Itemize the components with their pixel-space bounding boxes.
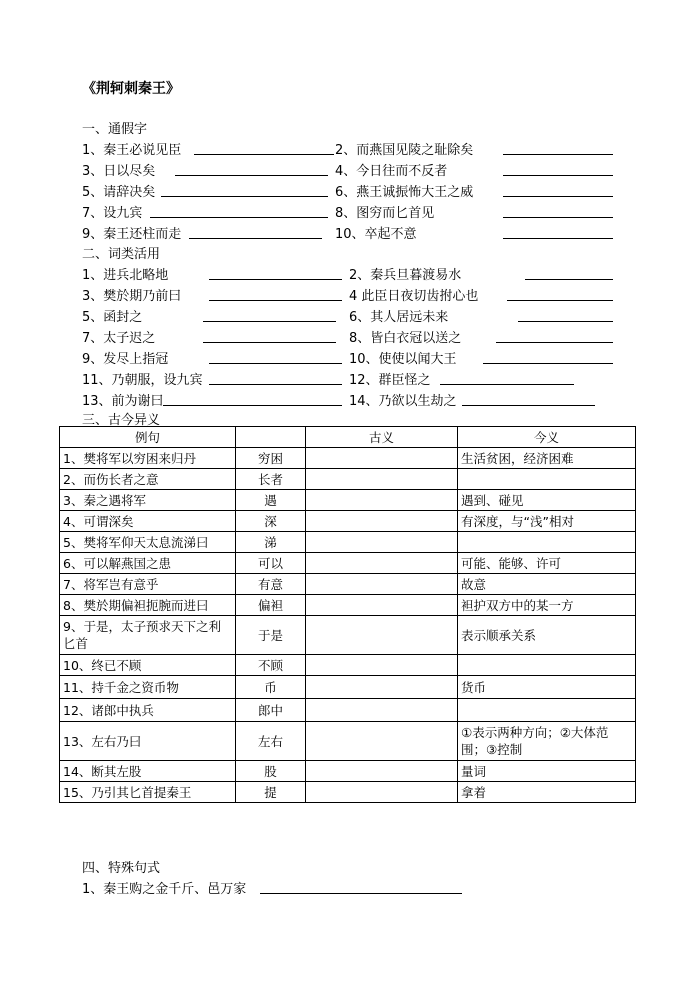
answer-blank[interactable] xyxy=(209,300,342,301)
row-word: 深 xyxy=(236,511,306,532)
row-modern-meaning: 拿着 xyxy=(458,782,636,803)
row-modern-meaning: 生活贫困，经济困难 xyxy=(458,448,636,469)
tongjia-item: 10、卒起不意 xyxy=(335,227,417,242)
row-modern-meaning: 表示顺承关系 xyxy=(458,616,636,655)
tongjia-item: 7、设九宾 xyxy=(82,206,143,221)
table-row xyxy=(60,699,636,722)
row-sentence: 1、樊将军以穷困来归丹 xyxy=(60,448,236,469)
row-modern-meaning[interactable] xyxy=(458,655,636,676)
header-example: 例句 xyxy=(60,427,236,448)
row-modern-meaning: 遇到、碰见 xyxy=(458,490,636,511)
answer-blank[interactable] xyxy=(209,279,342,280)
row-word: 左右 xyxy=(236,722,306,761)
answer-blank[interactable] xyxy=(161,196,328,197)
row-modern-meaning: 量词 xyxy=(458,761,636,782)
row-ancient-cell[interactable] xyxy=(306,722,458,761)
answer-blank[interactable] xyxy=(483,363,613,364)
answer-blank[interactable] xyxy=(503,217,613,218)
row-ancient-cell[interactable] xyxy=(306,761,458,782)
tongjia-row xyxy=(0,223,696,241)
cilei-item: 1、进兵北略地 xyxy=(82,268,169,283)
table-row xyxy=(60,448,636,469)
answer-blank[interactable] xyxy=(503,196,613,197)
row-sentence: 8、樊於期偏袒扼腕而进曰 xyxy=(60,595,236,616)
answer-blank[interactable] xyxy=(503,175,613,176)
answer-blank[interactable] xyxy=(440,384,574,385)
row-sentence: 13、左右乃曰 xyxy=(60,722,236,761)
row-ancient-cell[interactable] xyxy=(306,676,458,699)
cilei-row xyxy=(0,348,696,366)
answer-blank[interactable] xyxy=(163,405,342,406)
row-word: 涕 xyxy=(236,532,306,553)
table-row xyxy=(60,782,636,803)
section-heading-gujin: 三、古今异义 xyxy=(82,413,161,428)
row-modern-meaning[interactable] xyxy=(458,469,636,490)
cilei-item: 13、前为谢曰 xyxy=(82,394,164,409)
row-ancient-cell[interactable] xyxy=(306,448,458,469)
answer-blank[interactable] xyxy=(203,321,336,322)
tongjia-row xyxy=(0,160,696,178)
answer-blank[interactable] xyxy=(496,342,613,343)
row-ancient-cell[interactable] xyxy=(306,553,458,574)
row-word: 偏袒 xyxy=(236,595,306,616)
tongjia-item: 8、图穷而匕首见 xyxy=(335,206,435,221)
answer-blank[interactable] xyxy=(209,363,342,364)
answer-blank[interactable] xyxy=(503,154,613,155)
answer-blank[interactable] xyxy=(150,217,328,218)
table-row xyxy=(60,553,636,574)
row-word: 郎中 xyxy=(236,699,306,722)
row-sentence: 9、于是，太子预求天下之利匕首 xyxy=(60,616,236,655)
cilei-item: 6、其人居远未来 xyxy=(349,310,449,325)
row-modern-meaning: 有深度，与“浅”相对 xyxy=(458,511,636,532)
tongjia-item: 5、请辞决矣 xyxy=(82,185,156,200)
cilei-item: 9、发尽上指冠 xyxy=(82,352,169,367)
tongjia-row xyxy=(0,181,696,199)
cilei-item: 14、乃欲以生劫之 xyxy=(349,394,457,409)
row-ancient-cell[interactable] xyxy=(306,511,458,532)
tongjia-item: 6、燕王诚振怖大王之威 xyxy=(335,185,474,200)
cilei-row xyxy=(0,390,696,408)
header-modern-meaning: 今义 xyxy=(458,427,636,448)
row-modern-meaning: ①表示两种方向；②大体范围；③控制 xyxy=(458,722,636,761)
row-sentence: 7、将军岂有意乎 xyxy=(60,574,236,595)
answer-blank[interactable] xyxy=(507,300,613,301)
row-ancient-cell[interactable] xyxy=(306,655,458,676)
row-word: 可以 xyxy=(236,553,306,574)
answer-blank[interactable] xyxy=(518,321,613,322)
cilei-item: 12、群臣怪之 xyxy=(349,373,431,388)
table-row xyxy=(60,595,636,616)
cilei-item: 11、乃朝服，设九宾 xyxy=(82,373,203,388)
row-sentence: 14、断其左股 xyxy=(60,761,236,782)
table-row xyxy=(60,616,636,655)
row-sentence: 6、可以解燕国之患 xyxy=(60,553,236,574)
row-ancient-cell[interactable] xyxy=(306,490,458,511)
row-sentence: 5、樊将军仰天太息流涕曰 xyxy=(60,532,236,553)
row-modern-meaning[interactable] xyxy=(458,699,636,722)
header-ancient-meaning: 古义 xyxy=(306,427,458,448)
table-row xyxy=(60,761,636,782)
row-word: 币 xyxy=(236,676,306,699)
cilei-row xyxy=(0,264,696,282)
table-row xyxy=(60,490,636,511)
answer-blank[interactable] xyxy=(194,154,334,155)
cilei-item: 5、函封之 xyxy=(82,310,143,325)
cilei-row xyxy=(0,327,696,345)
row-word: 提 xyxy=(236,782,306,803)
table-header-row xyxy=(60,427,636,448)
cilei-item: 8、皆白衣冠以送之 xyxy=(349,331,462,346)
row-ancient-cell[interactable] xyxy=(306,616,458,655)
cilei-row xyxy=(0,369,696,387)
table-row xyxy=(60,469,636,490)
answer-blank[interactable] xyxy=(203,342,336,343)
table-row xyxy=(60,574,636,595)
teshu-item: 1、秦王购之金千斤、邑万家 xyxy=(82,882,247,897)
row-sentence: 15、乃引其匕首提秦王 xyxy=(60,782,236,803)
row-ancient-cell[interactable] xyxy=(306,532,458,553)
cilei-row xyxy=(0,285,696,303)
table-row xyxy=(60,532,636,553)
row-sentence: 11、持千金之资币物 xyxy=(60,676,236,699)
cilei-item: 7、太子迟之 xyxy=(82,331,156,346)
section-heading-cilei: 二、词类活用 xyxy=(82,247,161,262)
tongjia-item: 2、而燕国见陵之耻除矣 xyxy=(335,143,474,158)
row-ancient-cell[interactable] xyxy=(306,574,458,595)
row-ancient-cell[interactable] xyxy=(306,469,458,490)
page-title: 《荆轲刺秦王》 xyxy=(82,81,180,97)
row-modern-meaning: 货币 xyxy=(458,676,636,699)
table-row xyxy=(60,676,636,699)
row-modern-meaning: 袒护双方中的某一方 xyxy=(458,595,636,616)
header-word xyxy=(236,427,306,448)
row-word: 股 xyxy=(236,761,306,782)
row-sentence: 10、终已不顾 xyxy=(60,655,236,676)
table-row xyxy=(60,722,636,761)
gujin-table xyxy=(59,426,636,803)
row-sentence: 2、而伤长者之意 xyxy=(60,469,236,490)
row-ancient-cell[interactable] xyxy=(306,699,458,722)
cilei-row xyxy=(0,306,696,324)
cilei-item: 2、秦兵旦暮渡易水 xyxy=(349,268,462,283)
row-modern-meaning: 可能、能够、许可 xyxy=(458,553,636,574)
answer-blank[interactable] xyxy=(503,238,613,239)
row-word: 于是 xyxy=(236,616,306,655)
tongjia-row xyxy=(0,202,696,220)
row-ancient-cell[interactable] xyxy=(306,595,458,616)
row-sentence: 12、诸郎中执兵 xyxy=(60,699,236,722)
answer-blank[interactable] xyxy=(189,238,322,239)
answer-blank[interactable] xyxy=(525,279,613,280)
teshu-row xyxy=(0,878,696,896)
answer-blank[interactable] xyxy=(175,175,328,176)
row-modern-meaning[interactable] xyxy=(458,532,636,553)
cilei-item: 4 此臣日夜切齿拊心也 xyxy=(349,289,479,304)
row-word: 不顾 xyxy=(236,655,306,676)
tongjia-item: 3、日以尽矣 xyxy=(82,164,156,179)
row-word: 遇 xyxy=(236,490,306,511)
row-word: 有意 xyxy=(236,574,306,595)
table-row xyxy=(60,511,636,532)
cilei-item: 10、使使以闻大王 xyxy=(349,352,457,367)
row-modern-meaning: 故意 xyxy=(458,574,636,595)
row-word: 穷困 xyxy=(236,448,306,469)
answer-blank[interactable] xyxy=(260,893,462,894)
row-word: 长者 xyxy=(236,469,306,490)
tongjia-item: 9、秦王还柱而走 xyxy=(82,227,182,242)
answer-blank[interactable] xyxy=(209,384,342,385)
tongjia-item: 4、今日往而不反者 xyxy=(335,164,448,179)
section-heading-teshu: 四、特殊句式 xyxy=(82,861,161,876)
tongjia-item: 1、秦王必说见臣 xyxy=(82,143,182,158)
row-sentence: 3、秦之遇将军 xyxy=(60,490,236,511)
table-row xyxy=(60,655,636,676)
row-sentence: 4、可谓深矣 xyxy=(60,511,236,532)
section-heading-tongjia: 一、通假字 xyxy=(82,122,148,137)
tongjia-row xyxy=(0,139,696,157)
cilei-item: 3、樊於期乃前曰 xyxy=(82,289,182,304)
answer-blank[interactable] xyxy=(462,405,595,406)
row-ancient-cell[interactable] xyxy=(306,782,458,803)
